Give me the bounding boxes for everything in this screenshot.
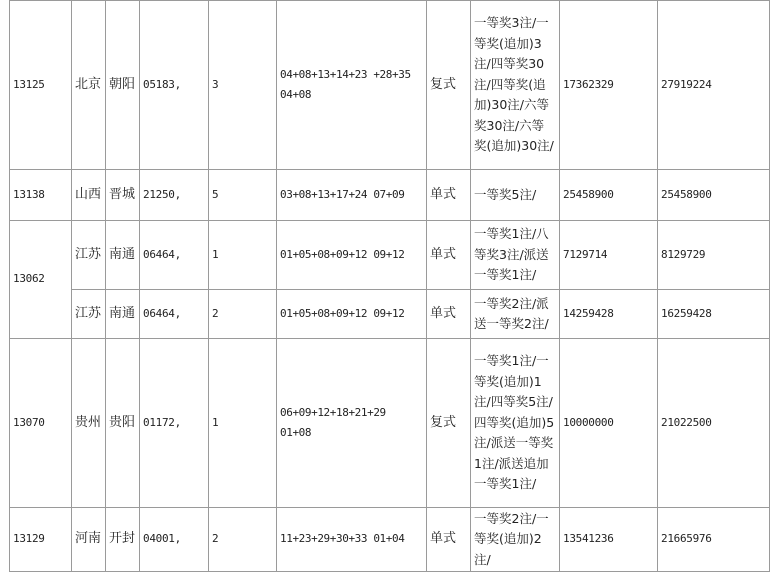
numbers-cell: 03+08+13+17+24 07+09 [277, 170, 427, 221]
station-cell: 21250, [140, 170, 209, 221]
amount-cell: 14259428 [560, 290, 658, 339]
table-row [10, 339, 770, 508]
numbers-cell: 11+23+29+30+33 01+04 [277, 508, 427, 572]
station-cell: 06464, [140, 221, 209, 290]
station-cell: 01172, [140, 339, 209, 508]
province-cell: 贵州 [72, 339, 106, 508]
city-cell: 开封 [106, 508, 140, 572]
amount-cell: 7129714 [560, 221, 658, 290]
period-cell: 13070 [10, 339, 72, 508]
period-cell: 13138 [10, 170, 72, 221]
numbers-cell: 01+05+08+09+12 09+12 [277, 290, 427, 339]
period-cell: 13129 [10, 508, 72, 572]
total-cell: 21665976 [658, 508, 770, 572]
total-cell: 21022500 [658, 339, 770, 508]
count-cell: 2 [209, 290, 277, 339]
bet-type-cell: 单式 [427, 508, 471, 572]
amount-cell: 10000000 [560, 339, 658, 508]
count-cell: 3 [209, 1, 277, 170]
numbers-cell: 04+08+13+14+23 +28+35 04+08 [277, 1, 427, 170]
city-cell: 贵阳 [106, 339, 140, 508]
total-cell: 27919224 [658, 1, 770, 170]
city-cell: 南通 [106, 221, 140, 290]
lottery-winners-table [9, 0, 770, 572]
count-cell: 1 [209, 339, 277, 508]
period-cell: 13125 [10, 1, 72, 170]
table-row [10, 1, 770, 170]
bet-type-cell: 单式 [427, 170, 471, 221]
province-cell: 江苏 [72, 290, 106, 339]
province-cell: 河南 [72, 508, 106, 572]
prize-cell: 一等奖2注/一等奖(追加)2注/ [471, 508, 560, 572]
prize-cell: 一等奖2注/派送一等奖2注/ [471, 290, 560, 339]
province-cell: 北京 [72, 1, 106, 170]
station-cell: 05183, [140, 1, 209, 170]
bet-type-cell: 复式 [427, 1, 471, 170]
station-cell: 06464, [140, 290, 209, 339]
city-cell: 朝阳 [106, 1, 140, 170]
bet-type-cell: 单式 [427, 221, 471, 290]
total-cell: 16259428 [658, 290, 770, 339]
city-cell: 晋城 [106, 170, 140, 221]
numbers-cell: 06+09+12+18+21+29 01+08 [277, 339, 427, 508]
station-cell: 04001, [140, 508, 209, 572]
total-cell: 8129729 [658, 221, 770, 290]
count-cell: 1 [209, 221, 277, 290]
table-row [10, 508, 770, 572]
prize-cell: 一等奖1注/八等奖3注/派送一等奖1注/ [471, 221, 560, 290]
period-cell: 13062 [10, 221, 72, 339]
amount-cell: 17362329 [560, 1, 658, 170]
bet-type-cell: 单式 [427, 290, 471, 339]
table-row [10, 290, 770, 339]
table-row [10, 170, 770, 221]
amount-cell: 25458900 [560, 170, 658, 221]
amount-cell: 13541236 [560, 508, 658, 572]
prize-cell: 一等奖3注/一等奖(追加)3注/四等奖30注/四等奖(追加)30注/六等奖30注/六等奖(追加)30注/ [471, 1, 560, 170]
bet-type-cell: 复式 [427, 339, 471, 508]
total-cell: 25458900 [658, 170, 770, 221]
numbers-cell: 01+05+08+09+12 09+12 [277, 221, 427, 290]
table-row [10, 221, 770, 290]
count-cell: 2 [209, 508, 277, 572]
province-cell: 江苏 [72, 221, 106, 290]
count-cell: 5 [209, 170, 277, 221]
prize-cell: 一等奖1注/一等奖(追加)1注/四等奖5注/四等奖(追加)5注/派送一等奖1注/派送追加一等奖1注/ [471, 339, 560, 508]
city-cell: 南通 [106, 290, 140, 339]
province-cell: 山西 [72, 170, 106, 221]
prize-cell: 一等奖5注/ [471, 170, 560, 221]
